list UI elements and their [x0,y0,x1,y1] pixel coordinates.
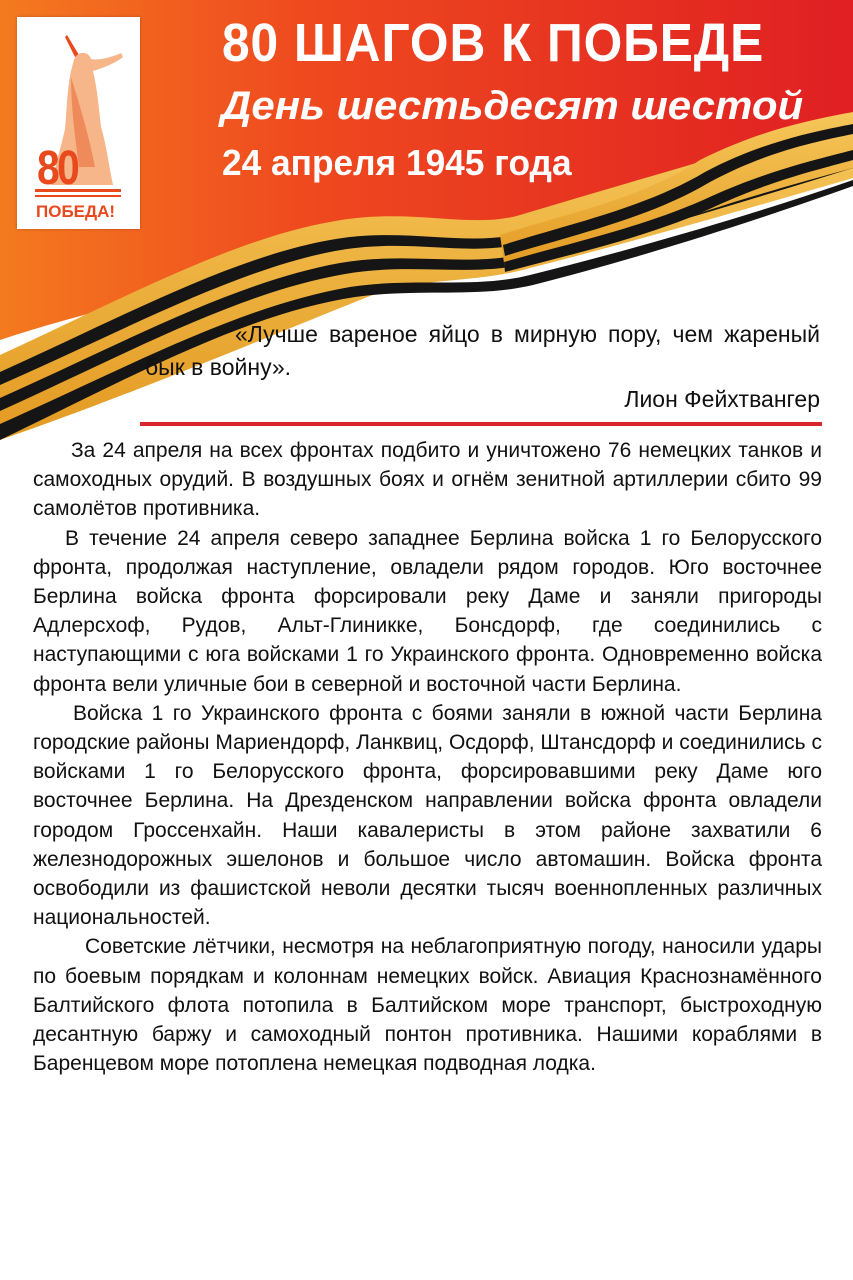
epigraph-quote: «Лучше вареное яйцо в мирную пору, чем жареный бык в войну». [145,321,820,380]
page-subtitle: День шестьдесят шестой [221,84,804,128]
logo-word: ПОБЕДА! [36,202,116,221]
page-title: 80 ШАГОВ К ПОБЕДЕ [222,13,765,73]
epigraph-author: Лион Фейхтвангер [624,386,820,412]
paragraph: Войска 1 го Украинского фронта с боями заняли в южной части Берлина городские районы Мариендорф, Ланквиц, Осдорф, Штансдорф и соединились с войсками 1 го Белорусского фронта, форсировавшими реку Даме юго восточнее Берлина. На Дрезденском направлении войска фронта овладели городом Гроссенхайн. Наши кавалеристы в этом районе захватили 6 железнодорожных эшелонов и большое число автомашин. Войска фронта освободили из фашистской неволи десятки тысяч военнопленных различных национальностей. [33,701,822,930]
paragraph: За 24 апреля на всех фронтах подбито и уничтожено 76 немецких танков и самоходных орудий. В воздушных боях и огнём зенитной артиллерии сбито 99 самолётов противника. [33,439,822,521]
motherland-statue-icon [17,17,140,229]
paragraph: Советские лётчики, несмотря на неблагоприятную погоду, наносили удары по боевым порядкам и колоннам немецких войск. Авиация Краснознамённого Балтийского флота потопила в Балтийском море транспорт, быстроходную десантную баржу и самоходный понтон противника. Нашими кораблями в Баренцевом море потоплена немецкая подводная лодка. [33,935,822,1076]
article-body [33,436,822,1078]
logo-number: 80 [37,142,78,195]
victory-80-logo [17,17,140,229]
divider-line [140,422,822,426]
page-date: 24 апреля 1945 года [222,142,572,183]
paragraph: В течение 24 апреля северо западнее Берлина войска 1 го Белорусского фронта, продолжая наступление, овладели рядом городов. Юго восточнее Берлина войска фронта форсировали реку Даме и заняли пригороды Адлерсхоф, Рудов, Альт-Глиникке, Бонсдорф, где соединились с наступающими с юга войсками 1 го Украинского фронта. Одновременно войска фронта вели уличные бои в северной и восточной части Берлина. [33,526,822,696]
